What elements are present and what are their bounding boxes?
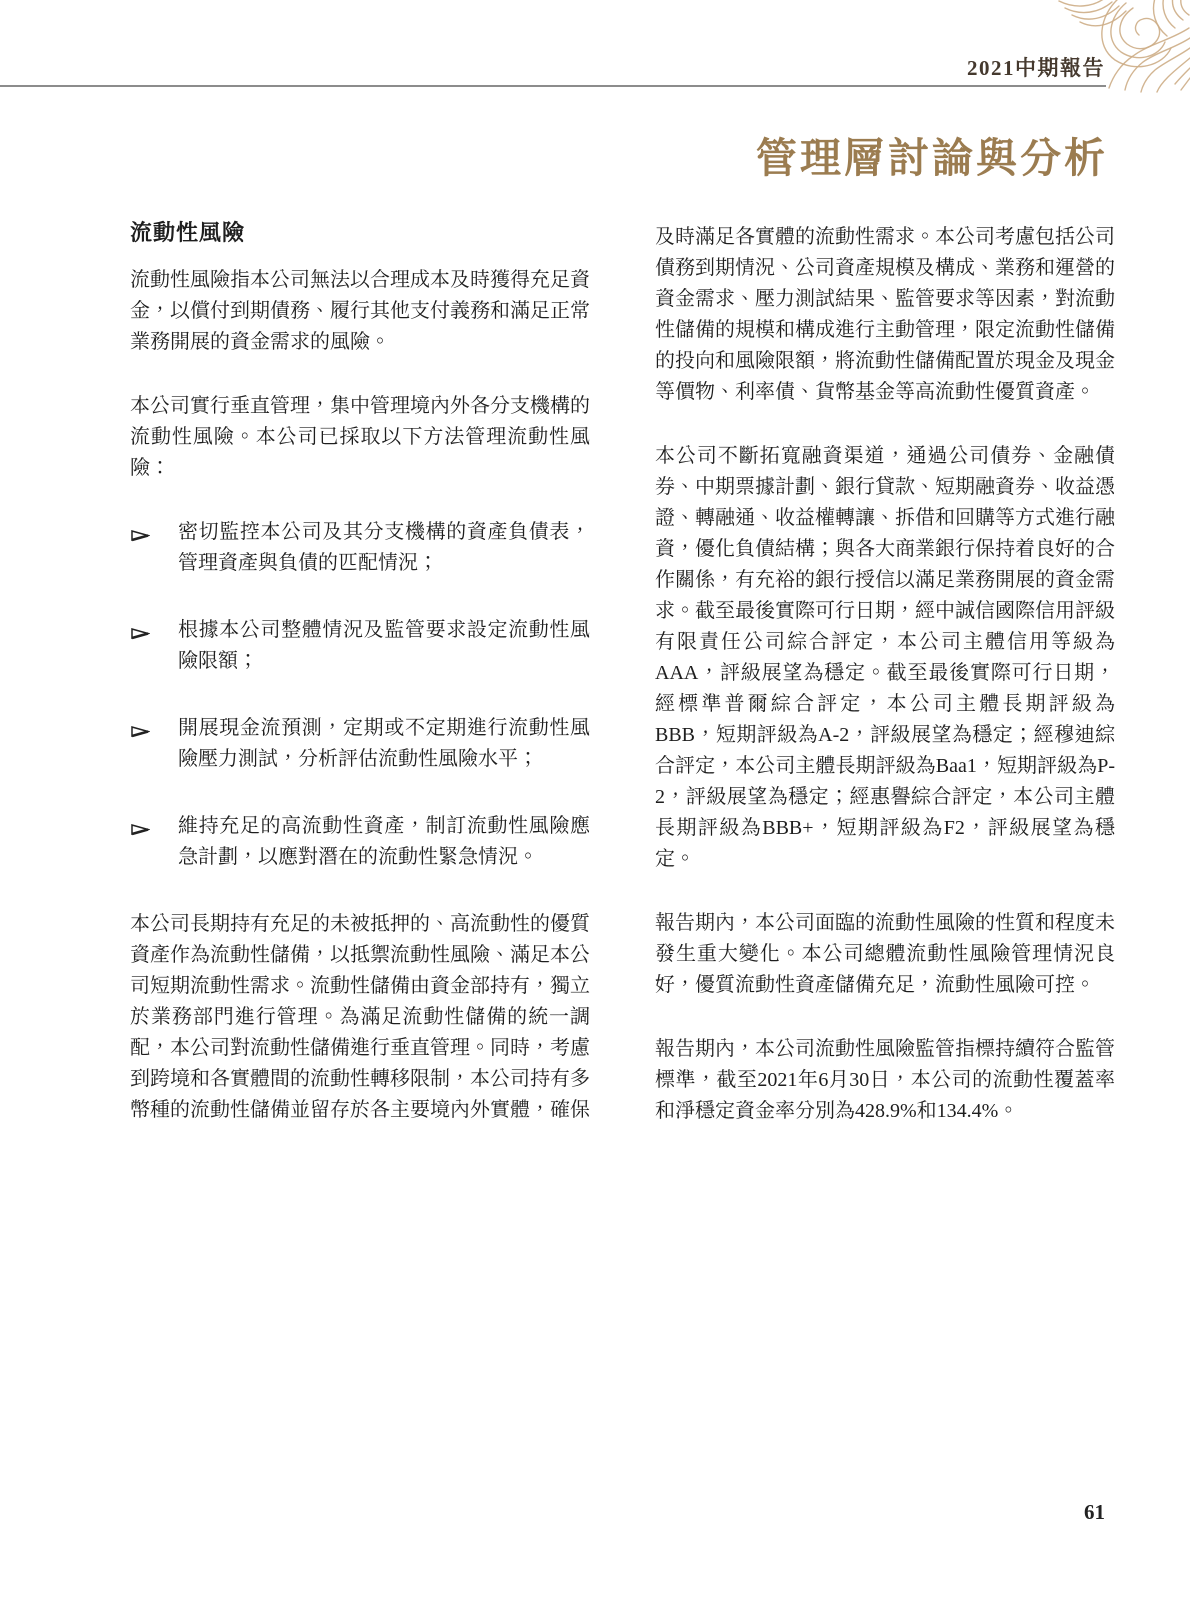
paragraph: 報告期內，本公司面臨的流動性風險的性質和程度未發生重大變化。本公司總體流動性風險管理情況良好，優質流動性資產儲備充足，流動性風險可控。 xyxy=(655,912,1115,996)
list-item xyxy=(130,517,590,579)
page-number: 61 xyxy=(1084,1500,1105,1524)
arrowhead-bullet-icon xyxy=(130,517,178,579)
paragraph: 本公司實行垂直管理，集中管理境內外各分支機構的流動性風險。本公司已採取以下方法管理流動性風險： xyxy=(130,395,590,479)
left-column xyxy=(130,218,590,1126)
list-item-text: 開展現金流預測，定期或不定期進行流動性風險壓力測試，分析評估流動性風險水平； xyxy=(178,717,590,770)
report-edition-label: 2021中期報告 xyxy=(967,56,1105,80)
list-item xyxy=(130,615,590,677)
right-column xyxy=(655,222,1115,1127)
section-heading-liquidity-risk: 流動性風險 xyxy=(130,220,246,245)
arrowhead-bullet-icon xyxy=(130,713,178,775)
arrowhead-bullet-icon xyxy=(130,615,178,677)
page-title: 管理層討論與分析 xyxy=(756,135,1108,182)
list-item xyxy=(130,713,590,775)
arrowhead-bullet-icon xyxy=(130,811,178,873)
paragraph: 及時滿足各實體的流動性需求。本公司考慮包括公司債務到期情況、公司資產規模及構成、業務和運營的資金需求、壓力測試結果、監管要求等因素，對流動性儲備的規模和構成進行主動管理，限定流動性儲備的投向和風險限額，將流動性儲備配置於現金及現金等價物、利率債、貨幣基金等高流動性優質資產。 xyxy=(655,226,1115,403)
paragraph: 本公司長期持有充足的未被抵押的、高流動性的優質資產作為流動性儲備，以抵禦流動性風險、滿足本公司短期流動性需求。流動性儲備由資金部持有，獨立於業務部門進行管理。為滿足流動性儲備的統一調配，本公司對流動性儲備進行垂直管理。同時，考慮到跨境和各實體間的流動性轉移限制，本公司持有多幣種的流動性儲備並留存於各主要境內外實體，確保 xyxy=(130,913,590,1121)
list-item-text: 根據本公司整體情況及監管要求設定流動性風險限額； xyxy=(178,619,590,672)
paragraph: 流動性風險指本公司無法以合理成本及時獲得充足資金，以償付到期債務、履行其他支付義務和滿足正常業務開展的資金需求的風險。 xyxy=(130,269,590,353)
list-item xyxy=(130,811,590,873)
list-item-text: 密切監控本公司及其分支機構的資產負債表，管理資產與負債的匹配情況； xyxy=(178,521,590,574)
header-divider xyxy=(0,85,1106,87)
paragraph: 報告期內，本公司流動性風險監管指標持續符合監管標準，截至2021年6月30日，本公司的流動性覆蓋率和淨穩定資金率分別為428.9%和134.4%。 xyxy=(655,1038,1115,1122)
list-item-text: 維持充足的高流動性資產，制訂流動性風險應急計劃，以應對潛在的流動性緊急情況。 xyxy=(178,815,590,868)
paragraph: 本公司不斷拓寬融資渠道，通過公司債券、金融債券、中期票據計劃、銀行貸款、短期融資券、收益憑證、轉融通、收益權轉讓、拆借和回購等方式進行融資，優化負債結構；與各大商業銀行保持着良好的合作關係，有充裕的銀行授信以滿足業務開展的資金需求。截至最後實際可行日期，經中誠信國際信用評級有限責任公司綜合評定，本公司主體信用等級為AAA，評級展望為穩定。截至最後實際可行日期，經標準普爾綜合評定，本公司主體長期評級為BBB，短期評級為A-2，評級展望為穩定；經穆迪綜合評定，本公司主體長期評級為Baa1，短期評級為P-2，評級展望為穩定；經惠譽綜合評定，本公司主體長期評級為BBB+，短期評級為F2，評級展望為穩定。 xyxy=(655,445,1115,870)
